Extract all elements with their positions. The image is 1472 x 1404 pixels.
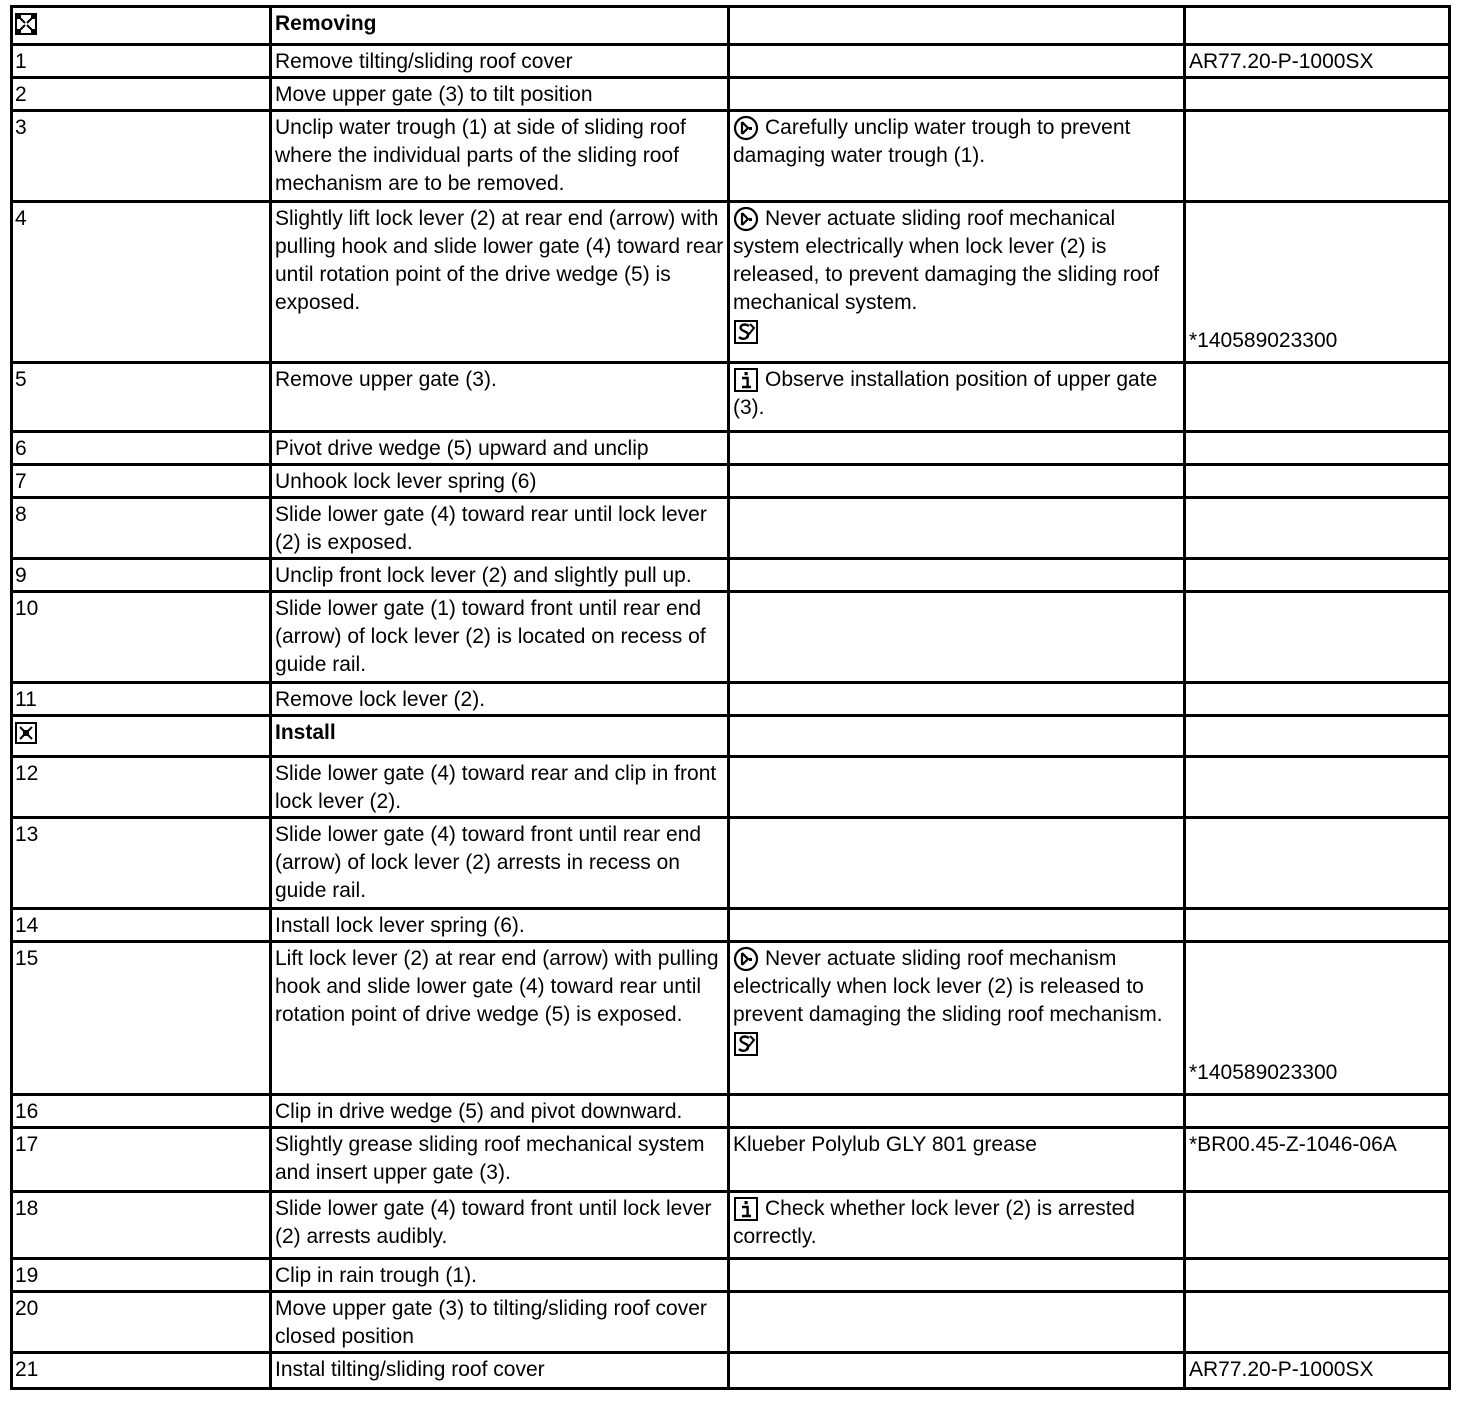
empty-cell — [729, 716, 1185, 757]
step-row — [12, 45, 1450, 78]
step-reference-cell — [1185, 818, 1450, 909]
step-number-cell — [12, 592, 271, 683]
step-number-cell — [12, 909, 271, 942]
step-note-cell — [729, 683, 1185, 716]
step-row — [12, 1095, 1450, 1128]
step-text: Slide lower gate (4) toward rear until lock lever (2) is exposed. — [275, 503, 707, 554]
step-text-cell — [271, 363, 729, 432]
step-note: Never actuate sliding roof mechanism electrically when lock lever (2) is released to prevent damaging the sliding roof mechanism. — [733, 947, 1163, 1026]
step-reference-cell — [1185, 683, 1450, 716]
step-text-cell — [271, 111, 729, 202]
step-text: Pivot drive wedge (5) upward and unclip — [275, 437, 649, 460]
step-row — [12, 1353, 1450, 1389]
step-text-cell — [271, 45, 729, 78]
step-note-cell — [729, 1192, 1185, 1259]
step-reference-cell — [1185, 363, 1450, 432]
step-text-cell — [271, 78, 729, 111]
step-text: Remove upper gate (3). — [275, 368, 497, 391]
step-text: Remove lock lever (2). — [275, 688, 486, 711]
step-number-cell — [12, 465, 271, 498]
step-number-cell — [12, 1095, 271, 1128]
step-number: 13 — [15, 823, 39, 846]
caution-icon — [733, 206, 759, 232]
step-text: Install lock lever spring (6). — [275, 914, 525, 937]
step-number-cell — [12, 1292, 271, 1353]
caution-icon — [733, 946, 759, 972]
step-row — [12, 559, 1450, 592]
step-number: 2 — [15, 83, 27, 106]
step-reference-cell — [1185, 942, 1450, 1095]
step-text: Unclip water trough (1) at side of sliding roof where the individual parts of the sliding roof mechanism are to be removed. — [275, 116, 686, 195]
step-text: Remove tilting/sliding roof cover — [275, 50, 573, 73]
disassemble-icon — [15, 13, 37, 35]
step-text-cell — [271, 1095, 729, 1128]
step-reference-cell — [1185, 1192, 1450, 1259]
step-number-cell — [12, 683, 271, 716]
step-text-cell — [271, 818, 729, 909]
step-text-cell — [271, 683, 729, 716]
step-text-cell — [271, 1192, 729, 1259]
step-number-cell — [12, 757, 271, 818]
empty-cell — [1185, 716, 1450, 757]
step-text: Instal tilting/sliding roof cover — [275, 1358, 545, 1381]
step-row — [12, 432, 1450, 465]
step-row — [12, 1128, 1450, 1192]
step-text: Move upper gate (3) to tilting/sliding roof cover closed position — [275, 1297, 707, 1348]
step-number: 5 — [15, 368, 27, 391]
info-icon — [733, 1196, 759, 1222]
step-text: Move upper gate (3) to tilt position — [275, 83, 593, 106]
step-number: 11 — [15, 688, 37, 711]
step-row — [12, 818, 1450, 909]
section-icon-cell — [12, 7, 271, 45]
step-reference-cell — [1185, 1259, 1450, 1292]
step-text: Lift lock lever (2) at rear end (arrow) with pulling hook and slide lower gate (4) toward rear until rotation point of drive wedge (5) is exposed. — [275, 947, 719, 1026]
step-number: 20 — [15, 1297, 39, 1320]
step-text-cell — [271, 909, 729, 942]
step-note-cell — [729, 432, 1185, 465]
step-reference-cell — [1185, 1353, 1450, 1389]
step-reference: AR77.20-P-1000SX — [1189, 1358, 1374, 1381]
step-text-cell — [271, 1292, 729, 1353]
step-note-cell — [729, 1128, 1185, 1192]
step-number-cell — [12, 818, 271, 909]
step-note-cell — [729, 942, 1185, 1095]
step-number-cell — [12, 559, 271, 592]
step-reference-cell — [1185, 1292, 1450, 1353]
step-number-cell — [12, 498, 271, 559]
empty-cell — [729, 7, 1185, 45]
step-text: Slide lower gate (1) toward front until rear end (arrow) of lock lever (2) is located on recess of guide rail. — [275, 597, 706, 676]
procedure-table — [10, 5, 1451, 1390]
step-reference-cell — [1185, 432, 1450, 465]
step-number: 7 — [15, 470, 27, 493]
step-text: Slide lower gate (4) toward front until lock lever (2) arrests audibly. — [275, 1197, 712, 1248]
step-note-cell — [729, 1292, 1185, 1353]
step-note-cell — [729, 465, 1185, 498]
section-heading: Install — [275, 721, 336, 744]
step-text-cell — [271, 592, 729, 683]
step-reference: *140589023300 — [1189, 1061, 1338, 1084]
step-number: 14 — [15, 914, 39, 937]
info-icon — [733, 367, 759, 393]
step-reference-cell — [1185, 559, 1450, 592]
step-reference-cell — [1185, 78, 1450, 111]
step-reference-cell — [1185, 1095, 1450, 1128]
step-number: 16 — [15, 1100, 39, 1123]
step-row — [12, 202, 1450, 363]
step-text: Unhook lock lever spring (6) — [275, 470, 537, 493]
step-text-cell — [271, 1128, 729, 1192]
step-row — [12, 942, 1450, 1095]
step-number: 19 — [15, 1264, 39, 1287]
step-text: Slide lower gate (4) toward rear and clip in front lock lever (2). — [275, 762, 717, 813]
step-reference-cell — [1185, 1128, 1450, 1192]
section-icon-cell — [12, 716, 271, 757]
step-row — [12, 683, 1450, 716]
step-text-cell — [271, 432, 729, 465]
empty-cell — [1185, 7, 1450, 45]
step-text: Slide lower gate (4) toward front until rear end (arrow) of lock lever (2) arrests in recess on guide rail. — [275, 823, 702, 902]
step-note-cell — [729, 78, 1185, 111]
step-text-cell — [271, 942, 729, 1095]
step-number-cell — [12, 942, 271, 1095]
step-note-cell — [729, 111, 1185, 202]
step-text: Slightly grease sliding roof mechanical system and insert upper gate (3). — [275, 1133, 705, 1184]
step-reference-cell — [1185, 111, 1450, 202]
step-row — [12, 465, 1450, 498]
step-reference-cell — [1185, 45, 1450, 78]
step-number-cell — [12, 78, 271, 111]
step-note-cell — [729, 498, 1185, 559]
step-text-cell — [271, 465, 729, 498]
step-number: 9 — [15, 564, 27, 587]
step-note: Observe installation position of upper gate (3). — [733, 368, 1158, 419]
procedure-table-body — [12, 7, 1450, 1389]
step-row — [12, 363, 1450, 432]
assemble-icon — [15, 722, 37, 744]
step-note: Klueber Polylub GLY 801 grease — [733, 1133, 1037, 1156]
section-heading-cell — [271, 716, 729, 757]
step-note-cell — [729, 363, 1185, 432]
step-row — [12, 1192, 1450, 1259]
step-reference: *140589023300 — [1189, 329, 1338, 352]
step-number: 6 — [15, 437, 27, 460]
step-number: 1 — [15, 50, 27, 73]
step-text-cell — [271, 757, 729, 818]
caution-icon — [733, 115, 759, 141]
step-row — [12, 1259, 1450, 1292]
step-reference-cell — [1185, 202, 1450, 363]
step-number: 15 — [15, 947, 39, 970]
step-text: Clip in drive wedge (5) and pivot downward. — [275, 1100, 683, 1123]
step-number-cell — [12, 1353, 271, 1389]
step-note-cell — [729, 909, 1185, 942]
step-note-cell — [729, 818, 1185, 909]
step-note-cell — [729, 559, 1185, 592]
step-reference-cell — [1185, 592, 1450, 683]
step-number-cell — [12, 45, 271, 78]
step-note-cell — [729, 1095, 1185, 1128]
step-text-cell — [271, 498, 729, 559]
step-reference-cell — [1185, 465, 1450, 498]
section-heading-cell — [271, 7, 729, 45]
step-text: Clip in rain trough (1). — [275, 1264, 477, 1287]
step-reference-cell — [1185, 909, 1450, 942]
step-note: Carefully unclip water trough to prevent damaging water trough (1). — [733, 116, 1131, 167]
step-row — [12, 111, 1450, 202]
section-header-row — [12, 7, 1450, 45]
step-number-cell — [12, 363, 271, 432]
section-heading: Removing — [275, 12, 377, 35]
special-tool-icon — [733, 319, 759, 345]
step-text-cell — [271, 559, 729, 592]
step-reference-cell — [1185, 498, 1450, 559]
step-note-cell — [729, 45, 1185, 78]
step-note-cell — [729, 757, 1185, 818]
step-note-cell — [729, 592, 1185, 683]
step-note-cell — [729, 1259, 1185, 1292]
step-number-cell — [12, 1192, 271, 1259]
step-number: 12 — [15, 762, 39, 785]
step-text-cell — [271, 1259, 729, 1292]
step-reference: AR77.20-P-1000SX — [1189, 50, 1374, 73]
step-number-cell — [12, 202, 271, 363]
step-number: 4 — [15, 207, 27, 230]
step-number: 21 — [15, 1358, 39, 1381]
step-text: Unclip front lock lever (2) and slightly pull up. — [275, 564, 692, 587]
step-text: Slightly lift lock lever (2) at rear end (arrow) with pulling hook and slide lower gate (4) toward rear until rotation point of the drive wedge (5) is exposed. — [275, 207, 724, 314]
step-number-cell — [12, 1259, 271, 1292]
step-note: Never actuate sliding roof mechanical system electrically when lock lever (2) is released, to prevent damaging the sliding roof mechanical system. — [733, 207, 1160, 314]
step-number-cell — [12, 111, 271, 202]
step-row — [12, 592, 1450, 683]
step-row — [12, 498, 1450, 559]
step-row — [12, 1292, 1450, 1353]
step-number: 8 — [15, 503, 27, 526]
step-text-cell — [271, 202, 729, 363]
step-number-cell — [12, 432, 271, 465]
special-tool-icon — [733, 1031, 759, 1057]
step-row — [12, 78, 1450, 111]
step-row — [12, 909, 1450, 942]
step-number: 18 — [15, 1197, 39, 1220]
step-number: 10 — [15, 597, 39, 620]
step-row — [12, 757, 1450, 818]
step-number-cell — [12, 1128, 271, 1192]
section-header-row — [12, 716, 1450, 757]
step-note-cell — [729, 1353, 1185, 1389]
step-reference: *BR00.45-Z-1046-06A — [1189, 1133, 1397, 1156]
step-number: 3 — [15, 116, 27, 139]
step-note-cell — [729, 202, 1185, 363]
step-note: Check whether lock lever (2) is arrested correctly. — [733, 1197, 1135, 1248]
step-reference-cell — [1185, 757, 1450, 818]
step-number: 17 — [15, 1133, 39, 1156]
step-text-cell — [271, 1353, 729, 1389]
